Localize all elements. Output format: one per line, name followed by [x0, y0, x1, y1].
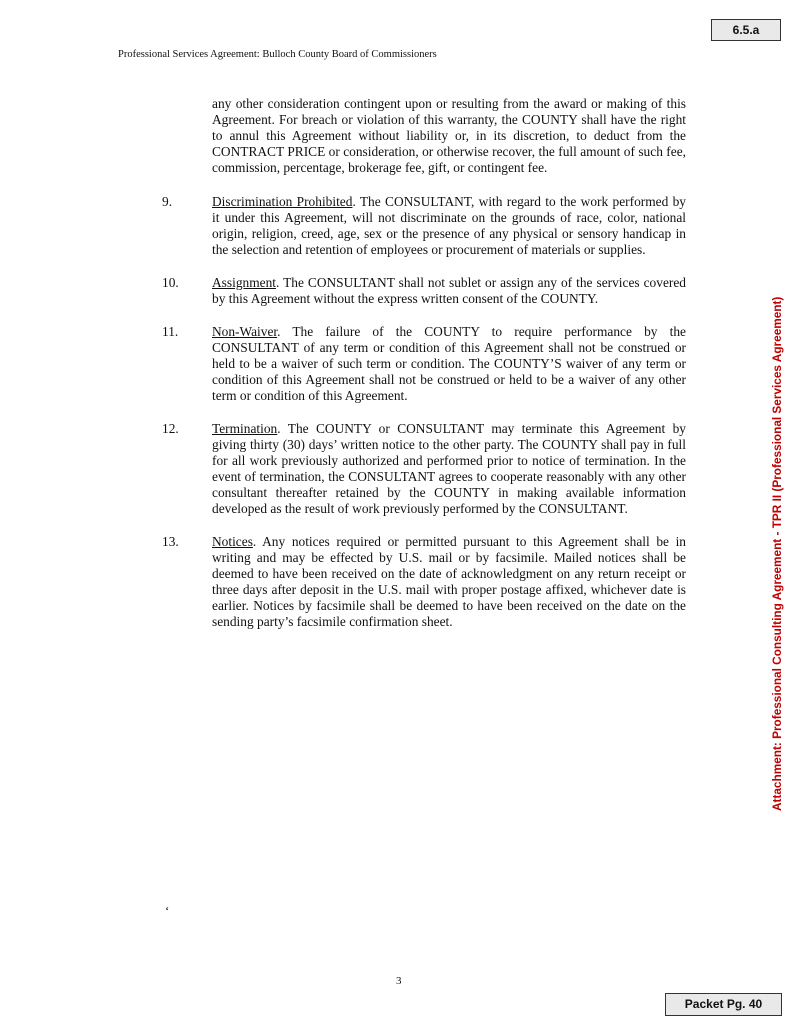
section-body [212, 324, 686, 404]
section-number: 10. [162, 275, 179, 290]
section-title: Notices [212, 534, 253, 549]
section-text: . The COUNTY or CONSULTANT may terminate this Agreement by giving thirty (30) days’ written notice to the other party. The COUNTY shall pay in full for all work previously authorized and performed prior to notice of termination. In the event of termination, the CONSULTANT agrees to cooperate reasonably with any other consultant thereafter retained by the COUNTY in making available information developed as the result of work previously performed by the CONSULTANT. [212, 421, 686, 516]
section-body [212, 534, 686, 630]
section-title: Termination [212, 421, 278, 436]
section-title: Discrimination Prohibited [212, 194, 353, 209]
section-text: . Any notices required or permitted pursuant to this Agreement shall be in writing and may be effected by U.S. mail or by facsimile. Mailed notices shall be deemed to have been received on the date of acknowledgment on any return receipt or three days after deposit in the U.S. mail with proper postage affixed, whichever date is earlier. Notices by facsimile shall be deemed to have been received on the date on the sending party’s facsimile confirmation sheet. [212, 534, 686, 629]
section-text: . The failure of the COUNTY to require performance by the CONSULTANT of any term or condition of this Agreement shall not be construed or held to be a waiver of such term or condition. The COUNTY’S waiver of any term or condition of this Agreement shall not be construed or held to be a waiver of any other term or condition of this Agreement. [212, 324, 686, 403]
section-body [212, 275, 686, 307]
agenda-item-badge: 6.5.a [711, 19, 781, 41]
section-number: 9. [162, 194, 173, 209]
section-number: 13. [162, 534, 179, 549]
attachment-side-label: Attachment: Professional Consulting Agreement - TPR II (Professional Services Agreement) [770, 296, 784, 811]
stray-mark: ‘ [165, 903, 170, 918]
packet-page-badge: Packet Pg. 40 [665, 993, 782, 1016]
section-12 [162, 421, 686, 517]
document-body [162, 96, 686, 647]
section-text: . The CONSULTANT shall not sublet or assign any of the services covered by this Agreement without the express written consent of the COUNTY. [212, 275, 686, 306]
section-9 [162, 194, 686, 258]
section-13 [162, 534, 686, 630]
section-10 [162, 275, 686, 307]
section-text: . The CONSULTANT, with regard to the work performed by it under this Agreement, will not discriminate on the grounds of race, color, national origin, religion, creed, age, sex or the presence of any physical or sensory handicap in the selection and retention of employees or procurement of materials or supplies. [212, 194, 686, 257]
section-title: Non-Waiver [212, 324, 278, 339]
section-number: 11. [162, 324, 179, 339]
section-title: Assignment [212, 275, 276, 290]
section-body [212, 194, 686, 258]
continuation-paragraph: any other consideration contingent upon or resulting from the award or making of this Agreement. For breach or violation of this warranty, the COUNTY shall have the right to annul this Agreement without liability or, in its discretion, to deduct from the CONTRACT PRICE or consideration, or otherwise recover, the full amount of such fee, commission, percentage, brokerage fee, gift, or contingent fee. [212, 96, 686, 175]
section-number: 12. [162, 421, 179, 436]
section-11 [162, 324, 686, 404]
page-header: Professional Services Agreement: Bulloch County Board of Commissioners [118, 49, 437, 60]
section-body [212, 421, 686, 517]
page-number: 3 [396, 975, 402, 987]
